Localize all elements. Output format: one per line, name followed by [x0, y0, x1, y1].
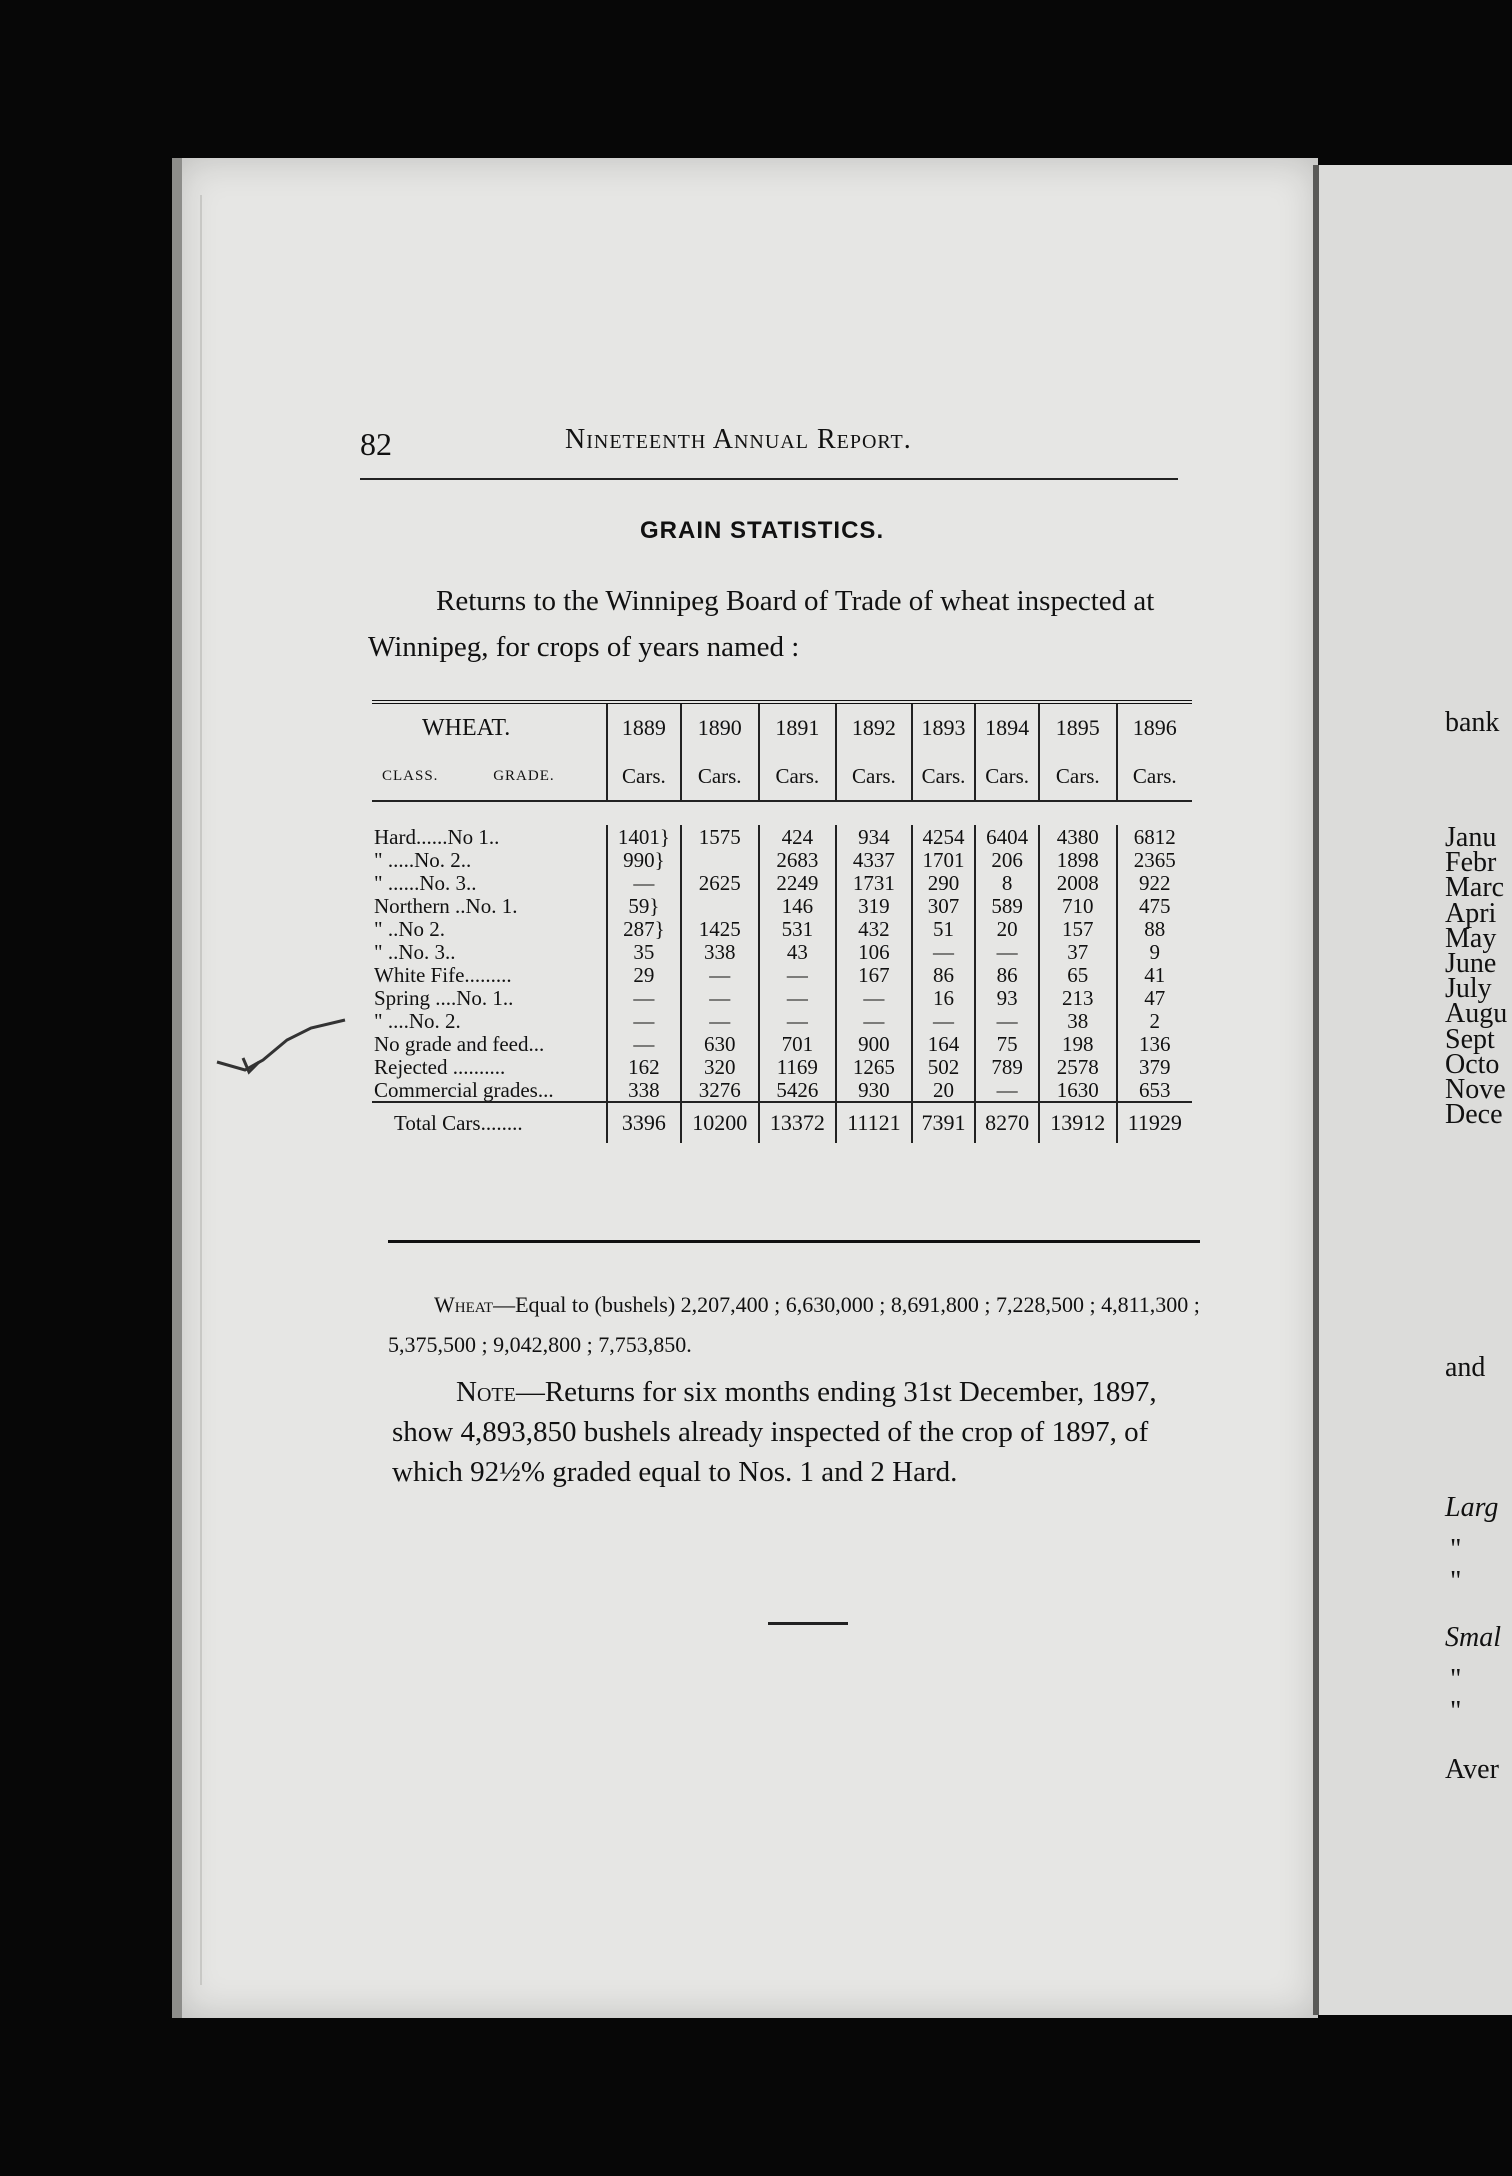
- table-cell: —: [912, 940, 976, 963]
- facing-month: Marc: [1445, 872, 1505, 904]
- facing-word-and: and: [1445, 1352, 1486, 1383]
- facing-month: Octo: [1445, 1048, 1500, 1080]
- table-cell: —: [607, 1009, 681, 1032]
- table-cell: 8: [975, 871, 1039, 894]
- table-cell: 4380: [1039, 825, 1117, 848]
- table-cell: 789: [975, 1055, 1039, 1078]
- total-cell: 8270: [975, 1102, 1039, 1143]
- facing-word-small: Smal: [1445, 1622, 1501, 1653]
- table-cell: 1265: [836, 1055, 912, 1078]
- facing-month: Dece: [1445, 1099, 1503, 1131]
- wheat-equivalent-paragraph: [388, 1285, 1208, 1365]
- facing-month: May: [1445, 922, 1497, 954]
- table-cell: 75: [975, 1032, 1039, 1055]
- table-cell: —: [836, 986, 912, 1009]
- table-cell: [681, 848, 759, 871]
- facing-word-bank: bank: [1445, 707, 1500, 738]
- total-cell: 13912: [1039, 1102, 1117, 1143]
- table-unit-row: [372, 752, 1192, 801]
- unit-header: Cars.: [681, 752, 759, 801]
- table-cell: —: [759, 1009, 837, 1032]
- unit-header: Cars.: [912, 752, 976, 801]
- table-cell: 6404: [975, 825, 1039, 848]
- year-header: 1891: [759, 702, 837, 752]
- table-cell: 213: [1039, 986, 1117, 1009]
- table-cell: 65: [1039, 963, 1117, 986]
- table-cell: 86: [975, 963, 1039, 986]
- table-cell: 432: [836, 917, 912, 940]
- facing-word-large: Larg: [1445, 1492, 1499, 1523]
- table-cell: 9: [1117, 940, 1192, 963]
- table-cell: —: [759, 963, 837, 986]
- table-cell: 35: [607, 940, 681, 963]
- wheat-lead: Wheat: [434, 1292, 494, 1317]
- table-cell: 88: [1117, 917, 1192, 940]
- grain-statistics-table: [372, 700, 1192, 1143]
- facing-ditto: ": [1450, 1664, 1462, 1695]
- total-cell: 10200: [681, 1102, 759, 1143]
- page-inner-edge: [200, 195, 202, 1985]
- total-cell: 11929: [1117, 1102, 1192, 1143]
- table-cell: 4254: [912, 825, 976, 848]
- table-row: [372, 894, 1192, 917]
- table-cell: —: [607, 986, 681, 1009]
- table-cell: 531: [759, 917, 837, 940]
- table-row: [372, 940, 1192, 963]
- table-cell: 20: [975, 917, 1039, 940]
- table-cell: 1701: [912, 848, 976, 871]
- table-cell: 41: [1117, 963, 1192, 986]
- unit-header: Cars.: [1039, 752, 1117, 801]
- table-cell: 93: [975, 986, 1039, 1009]
- year-header: 1895: [1039, 702, 1117, 752]
- table-row: [372, 825, 1192, 848]
- table-cell: —: [607, 1032, 681, 1055]
- table-cell: 2683: [759, 848, 837, 871]
- page-header: [360, 420, 1180, 470]
- table-cell: 922: [1117, 871, 1192, 894]
- facing-month: June: [1445, 948, 1497, 979]
- table-row: [372, 986, 1192, 1009]
- table-cell: 630: [681, 1032, 759, 1055]
- table-cell: 206: [975, 848, 1039, 871]
- table-row: [372, 963, 1192, 986]
- row-label: " ..No 2.: [374, 916, 445, 941]
- table-cell: —: [607, 871, 681, 894]
- table-cell: 157: [1039, 917, 1117, 940]
- table-cell: 106: [836, 940, 912, 963]
- total-cell: 13372: [759, 1102, 837, 1143]
- table-cell: 2578: [1039, 1055, 1117, 1078]
- table-row: [372, 1078, 1192, 1102]
- table-cell: 287}: [607, 917, 681, 940]
- total-label: Total Cars........: [372, 1102, 607, 1143]
- table-cell: 1731: [836, 871, 912, 894]
- table-bottom-rule: [388, 1240, 1200, 1243]
- intro-paragraph: Returns to the Winnipeg Board of Trade of wheat inspected at Winnipeg, for crops of years named :: [368, 585, 1155, 663]
- table-cell: —: [912, 1009, 976, 1032]
- table-cell: 51: [912, 917, 976, 940]
- table-cell: 1898: [1039, 848, 1117, 871]
- table-cell: —: [975, 1009, 1039, 1032]
- row-label: " ......No. 3..: [374, 870, 477, 895]
- table-cell: 86: [912, 963, 976, 986]
- table-cell: —: [681, 1009, 759, 1032]
- wheat-heading: WHEAT.: [422, 714, 511, 741]
- row-label: Commercial grades...: [374, 1077, 554, 1102]
- table-cell: 710: [1039, 894, 1117, 917]
- table-year-row: [372, 702, 1192, 752]
- table-cell: 1401}: [607, 825, 681, 848]
- table-cell: —: [975, 1078, 1039, 1102]
- total-cell: 3396: [607, 1102, 681, 1143]
- table-row: [372, 1055, 1192, 1078]
- table-cell: 930: [836, 1078, 912, 1102]
- table-cell: 900: [836, 1032, 912, 1055]
- table-row: [372, 871, 1192, 894]
- table-cell: —: [681, 986, 759, 1009]
- table-cell: 2: [1117, 1009, 1192, 1032]
- total-cell: 7391: [912, 1102, 976, 1143]
- row-label: Rejected ..........: [374, 1054, 506, 1079]
- end-rule: [768, 1622, 848, 1625]
- table-cell: 16: [912, 986, 976, 1009]
- table-cell: 59}: [607, 894, 681, 917]
- unit-header: Cars.: [607, 752, 681, 801]
- note-lead: Note: [456, 1376, 516, 1408]
- unit-header: Cars.: [836, 752, 912, 801]
- year-header: 1892: [836, 702, 912, 752]
- unit-header: Cars.: [975, 752, 1039, 801]
- table-cell: 2625: [681, 871, 759, 894]
- table-cell: 136: [1117, 1032, 1192, 1055]
- table-cell: 162: [607, 1055, 681, 1078]
- table-cell: 164: [912, 1032, 976, 1055]
- year-header: 1896: [1117, 702, 1192, 752]
- table-cell: 934: [836, 825, 912, 848]
- facing-month: Janu: [1445, 822, 1497, 853]
- table-cell: 3276: [681, 1078, 759, 1102]
- table-cell: 379: [1117, 1055, 1192, 1078]
- table-cell: 2008: [1039, 871, 1117, 894]
- row-label: " .....No. 2..: [374, 847, 472, 872]
- year-header: 1889: [607, 702, 681, 752]
- facing-word-average: Aver: [1445, 1754, 1499, 1785]
- table-cell: 320: [681, 1055, 759, 1078]
- table-cell: —: [759, 986, 837, 1009]
- row-label: White Fife.........: [374, 962, 512, 987]
- table-cell: 502: [912, 1055, 976, 1078]
- table-row: [372, 1009, 1192, 1032]
- table-cell: 1630: [1039, 1078, 1117, 1102]
- unit-header: Cars.: [759, 752, 837, 801]
- table-cell: 307: [912, 894, 976, 917]
- page-number: 82: [360, 426, 392, 462]
- table-cell: 701: [759, 1032, 837, 1055]
- table-cell: 653: [1117, 1078, 1192, 1102]
- table-cell: 146: [759, 894, 837, 917]
- facing-month: Augu: [1445, 998, 1508, 1030]
- table-row: [372, 848, 1192, 871]
- table-cell: 37: [1039, 940, 1117, 963]
- pencil-check-mark: [215, 1000, 375, 1100]
- table-row: [372, 1032, 1192, 1055]
- table-cell: —: [975, 940, 1039, 963]
- table-cell: 1425: [681, 917, 759, 940]
- table-cell: 5426: [759, 1078, 837, 1102]
- facing-month: Sept: [1445, 1023, 1495, 1055]
- table-cell: 338: [607, 1078, 681, 1102]
- table-cell: 290: [912, 871, 976, 894]
- table-row: [372, 917, 1192, 940]
- table-cell: —: [681, 963, 759, 986]
- table-cell: 990}: [607, 848, 681, 871]
- table-cell: 424: [759, 825, 837, 848]
- year-header: 1894: [975, 702, 1039, 752]
- facing-ditto: ": [1450, 1566, 1462, 1597]
- class-heading: CLASS.: [382, 767, 439, 784]
- table-cell: 319: [836, 894, 912, 917]
- table-cell: 43: [759, 940, 837, 963]
- page-edge: [172, 158, 182, 2018]
- note-text: —Returns for six months ending 31st December, 1897, show 4,893,850 bushels already inspected of the crop of 1897, of which 92½% graded equal to Nos. 1 and 2 Hard.: [392, 1376, 1157, 1488]
- grade-heading: GRADE.: [493, 767, 555, 784]
- row-label: No grade and feed...: [374, 1031, 545, 1056]
- row-label: Hard......No 1..: [374, 824, 500, 849]
- table-cell: 589: [975, 894, 1039, 917]
- table-cell: 2249: [759, 871, 837, 894]
- table-cell: 4337: [836, 848, 912, 871]
- total-row: [372, 1102, 1192, 1143]
- note-paragraph: [392, 1372, 1212, 1492]
- table-cell: 38: [1039, 1009, 1117, 1032]
- wheat-equivalent-text: —Equal to (bushels) 2,207,400 ; 6,630,000 ; 8,691,800 ; 7,228,500 ; 4,811,300 ; 5,375,500 ; 9,042,800 ; 7,753,850.: [388, 1292, 1200, 1357]
- facing-ditto: ": [1450, 1534, 1462, 1565]
- header-rule: [360, 478, 1178, 480]
- section-title: GRAIN STATISTICS.: [640, 517, 885, 544]
- table-body: [372, 801, 1192, 1143]
- running-head: Nineteenth Annual Report.: [565, 424, 912, 455]
- total-cell: 11121: [836, 1102, 912, 1143]
- year-header: 1890: [681, 702, 759, 752]
- row-label: " ..No. 3..: [374, 939, 456, 964]
- table-cell: 338: [681, 940, 759, 963]
- table-cell: 1169: [759, 1055, 837, 1078]
- table-cell: 29: [607, 963, 681, 986]
- table-cell: —: [836, 1009, 912, 1032]
- table-cell: 1575: [681, 825, 759, 848]
- table-cell: 2365: [1117, 848, 1192, 871]
- table-cell: 6812: [1117, 825, 1192, 848]
- facing-ditto: ": [1450, 1696, 1462, 1727]
- table-cell: 167: [836, 963, 912, 986]
- row-label: " ....No. 2.: [374, 1008, 461, 1033]
- row-label: Northern ..No. 1.: [374, 893, 518, 918]
- table-cell: 198: [1039, 1032, 1117, 1055]
- unit-header: Cars.: [1117, 752, 1192, 801]
- row-label: Spring ....No. 1..: [374, 985, 514, 1010]
- table-cell: 47: [1117, 986, 1192, 1009]
- facing-month: Nove: [1445, 1074, 1506, 1105]
- facing-month: Febr: [1445, 847, 1497, 879]
- table-cell: [681, 894, 759, 917]
- table-spacer: [372, 801, 1192, 825]
- facing-month: July: [1445, 973, 1492, 1005]
- facing-month: Apri: [1445, 897, 1497, 929]
- year-header: 1893: [912, 702, 976, 752]
- table-cell: 20: [912, 1078, 976, 1102]
- table-cell: 475: [1117, 894, 1192, 917]
